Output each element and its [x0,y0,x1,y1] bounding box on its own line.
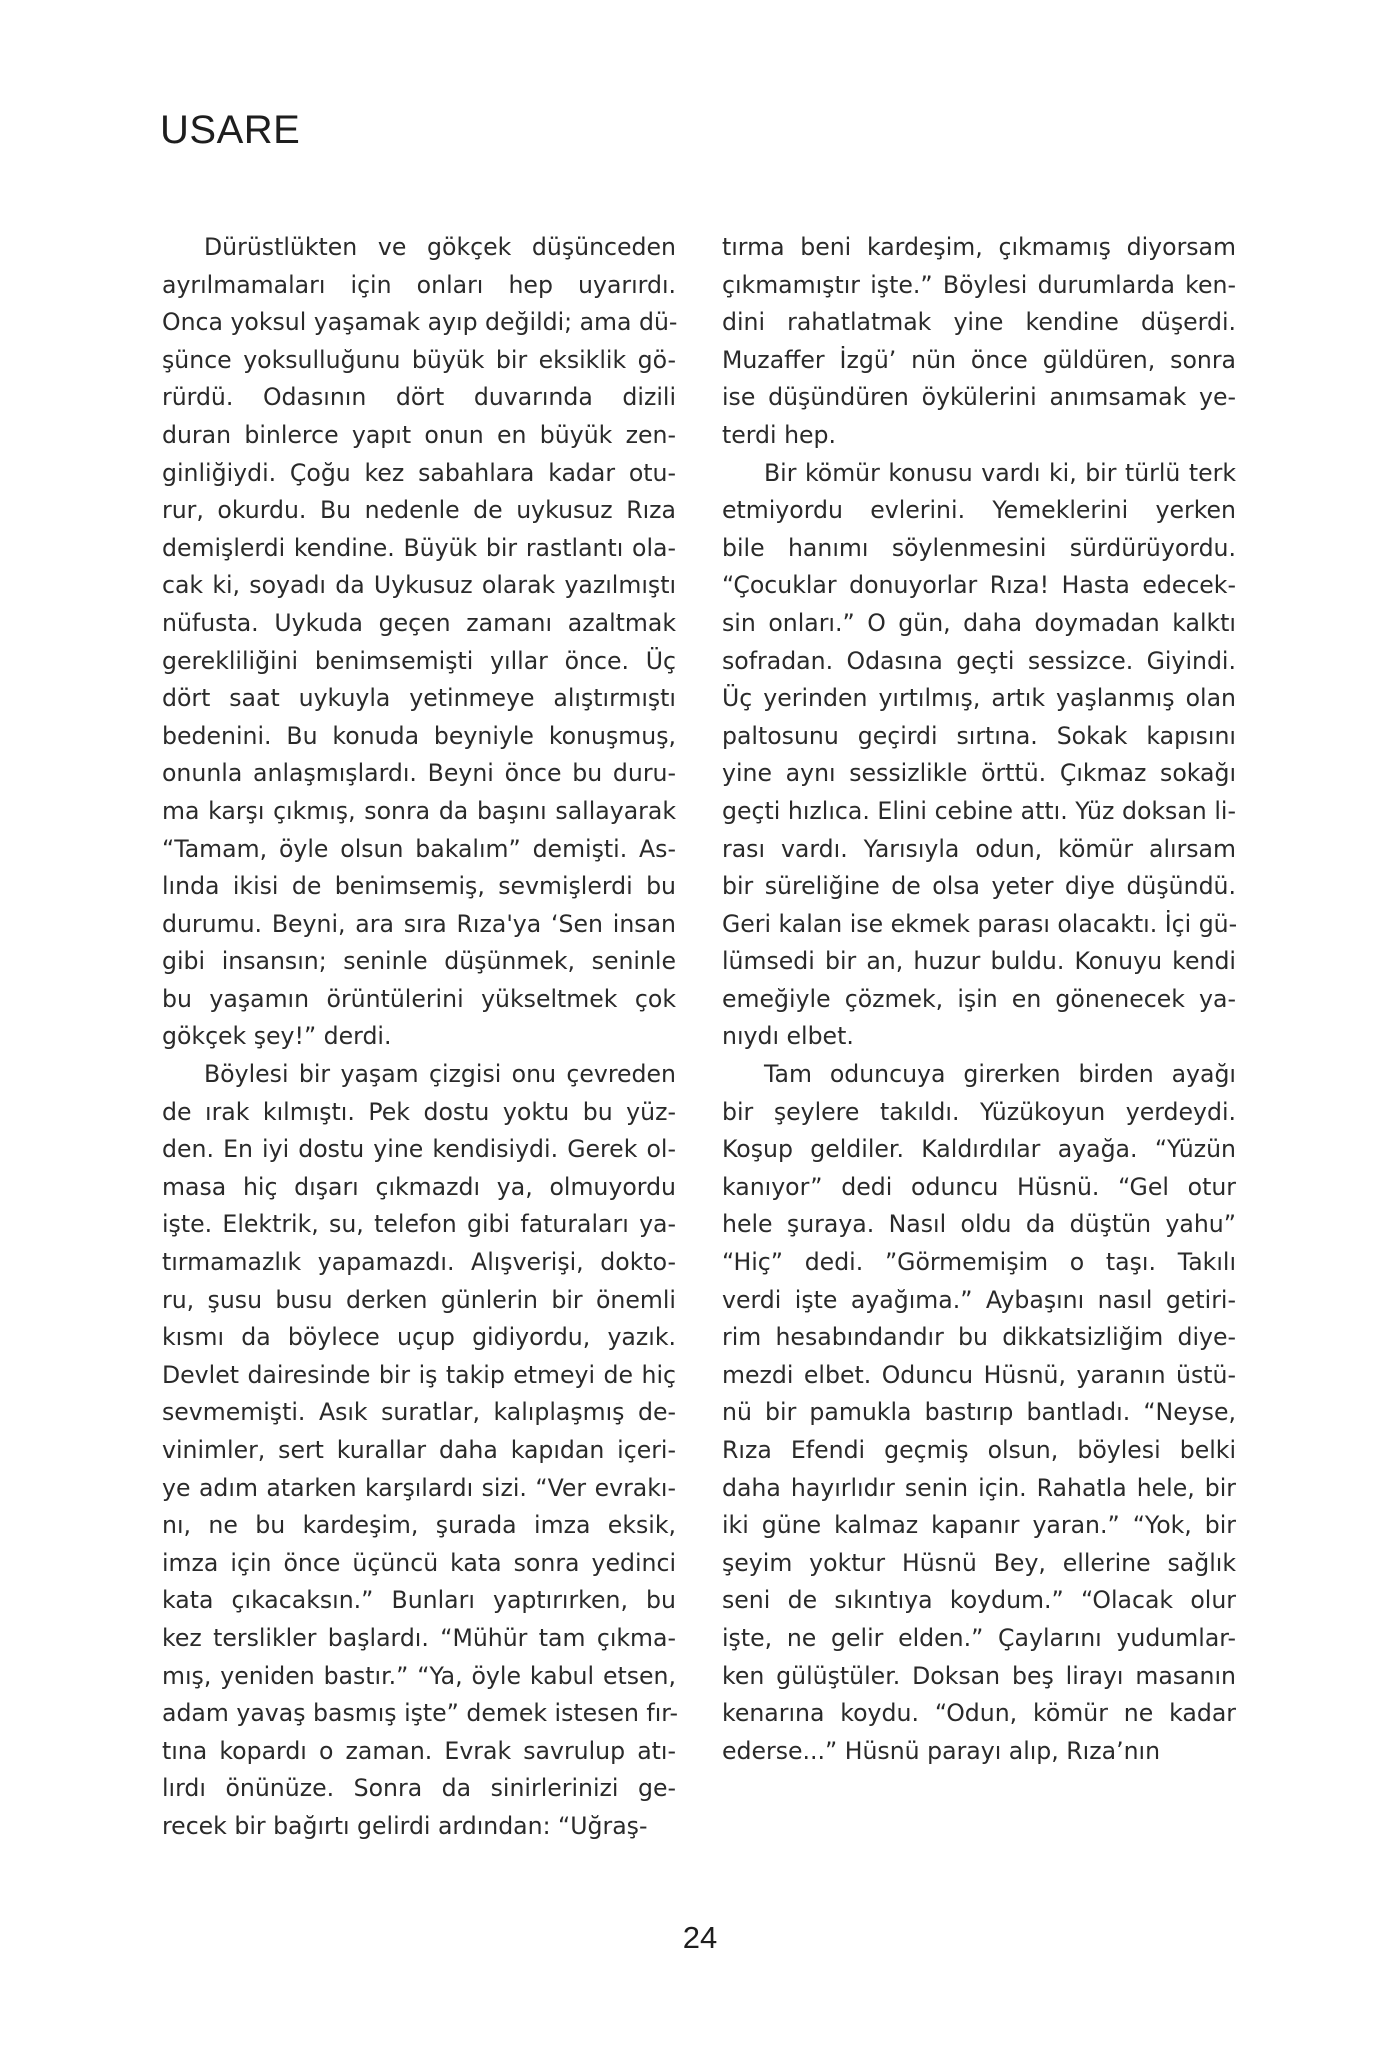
text-line: mezdi elbet. Oduncu Hüsnü, yaranın üstü- [722,1360,1236,1389]
text-line: de ırak kılmıştı. Pek dostu yoktu bu yüz- [162,1097,676,1126]
text-line: demişlerdi kendine. Büyük bir rastlantı ola- [162,533,676,562]
text-line: paltosunu geçirdi sırtına. Sokak kapısını [722,721,1236,750]
text-line: seni de sıkıntıya koydum.” “Olacak olur [722,1586,1236,1615]
text-line: onunla anlaşmışlardı. Beyni önce bu duru- [162,759,676,788]
text-line: imza için önce üçüncü kata sonra yedinci [162,1548,676,1577]
text-line: “Çocuklar donuyorlar Rıza! Hasta edecek- [722,571,1236,600]
text-line: nüfusta. Uykuda geçen zamanı azaltmak [162,608,676,637]
text-line: rim hesabındandır bu dikkatsizliğim diye- [722,1323,1236,1352]
text-line: duran binlerce yapıt onun en büyük zen- [162,420,676,449]
text-line: Üç yerinden yırtılmış, artık yaşlanmış olan [722,684,1236,713]
text-line: tırma beni kardeşim, çıkmamış diyorsam [722,233,1236,261]
page-number: 24 [682,1920,718,1955]
text-line: cak ki, soyadı da Uykusuz olarak yazılmıştı [162,571,676,600]
text-line: hele şuraya. Nasıl oldu da düştün yahu” [722,1210,1236,1239]
text-line: ru, şusu busu derken günlerin bir önemli [162,1285,676,1314]
text-line: Devlet dairesinde bir iş takip etmeyi de hiç [162,1360,676,1389]
text-line: ayrılmamaları için onları hep uyarırdı. [162,270,676,299]
text-line: den. En iyi dostu yine kendisiydi. Gerek ol- [162,1135,676,1164]
text-line: vinimler, sert kurallar daha kapıdan içeri- [162,1436,676,1464]
text-line: sofradan. Odasına geçti sessizce. Giyindi. [722,646,1236,675]
text-line: rur, okurdu. Bu nedenle de uykusuz Rıza [162,496,676,525]
text-column-left [162,229,676,1846]
text-line: Tam oduncuya girerken birden ayağı [764,1060,1236,1089]
text-line: bir şeylere takıldı. Yüzükoyun yerdeydi. [722,1097,1236,1126]
text-line: ye adım atarken karşılardı sizi. “Ver evrakı- [162,1473,676,1502]
text-line: emeğiyle çözmek, işin en gönenecek ya- [722,984,1236,1013]
text-line: şünce yoksulluğunu büyük bir eksiklik gö- [162,345,676,374]
text-line: bir süreliğine de olsa yeter diye düşündü. [722,872,1236,901]
text-line: Onca yoksul yaşamak ayıp değildi; ama dü- [162,308,678,337]
text-line: sin onları.” O gün, daha doymadan kalktı [722,608,1236,637]
text-line: bile hanımı söylenmesini sürdürüyordu. [722,533,1236,562]
text-line: yine aynı sessizlikle örttü. Çıkmaz sokağı [722,759,1236,788]
text-line: bedenini. Bu konuda beyniyle konuşmuş, [162,721,676,750]
text-line: recek bir bağırtı gelirdi ardından: “Uğraş- [162,1811,648,1840]
text-line: gerekliliğini benimsemişti yıllar önce. Üç [162,646,676,675]
text-line: mış, yeniden bastır.” “Ya, öyle kabul etsen, [162,1661,676,1690]
text-line: Koşup geldiler. Kaldırdılar ayağa. “Yüzün [722,1135,1236,1164]
text-line: lümsedi bir an, huzur buldu. Konuyu kendi [722,947,1236,976]
text-line: Dürüstlükten ve gökçek düşünceden [204,233,676,261]
text-line: masa hiç dışarı çıkmazdı ya, olmuyordu [162,1172,676,1201]
text-line: kata çıkacaksın.” Bunları yaptırırken, bu [162,1586,676,1615]
text-line: kanıyor” dedi oduncu Hüsnü. “Gel otur [722,1172,1236,1201]
text-line: ginliğiydi. Çoğu kez sabahlara kadar otu- [162,458,676,487]
text-line: durumu. Beyni, ara sıra Rıza'ya ‘Sen insan [162,909,676,938]
text-line: sevmemişti. Asık suratlar, kalıplaşmış de- [162,1398,676,1427]
text-line: terdi hep. [722,420,837,449]
text-line: ederse...” Hüsnü parayı alıp, Rıza’nın [722,1736,1161,1765]
text-line: nıydı elbet. [722,1022,854,1051]
text-line: Böylesi bir yaşam çizgisi onu çevreden [204,1060,676,1089]
text-line: şeyim yoktur Hüsnü Bey, ellerine sağlık [722,1548,1236,1577]
text-line: işte. Elektrik, su, telefon gibi faturaları ya- [162,1210,676,1239]
text-line: işte, ne gelir elden.” Çaylarını yudumlar- [722,1623,1236,1652]
text-line: gökçek şey!” derdi. [162,1022,392,1051]
text-line: gibi insansın; seninle düşünmek, seninle [162,947,676,976]
text-line: tına kopardı o zaman. Evrak savrulup atı- [162,1736,676,1765]
text-column-right [722,229,1236,1770]
text-line: çıkmamıştır işte.” Böylesi durumlarda ken- [722,270,1236,299]
text-line: Geri kalan ise ekmek parası olacaktı. İçi gü- [722,909,1238,938]
text-line: iki güne kalmaz kapanır yaran.” “Yok, bir [722,1511,1236,1540]
text-line: daha hayırlıdır senin için. Rahatla hele, bir [722,1473,1236,1502]
text-line: etmiyordu evlerini. Yemeklerini yerken [722,496,1236,525]
text-line: “Tamam, öyle olsun bakalım” demişti. As- [162,834,676,863]
text-line: “Hiç” dedi. ”Görmemişim o taşı. Takılı [722,1248,1236,1277]
text-line: nı, ne bu kardeşim, şurada imza eksik, [162,1511,676,1540]
text-line: ma karşı çıkmış, sonra da başını sallayarak [162,796,676,825]
text-line: tırmamazlık yapamazdı. Alışverişi, dokto- [162,1248,676,1277]
text-line: ise düşündüren öykülerini anımsamak ye- [722,383,1236,412]
text-line: kısmı da böylece uçup gidiyordu, yazık. [162,1323,676,1352]
text-line: kenarına koydu. “Odun, kömür ne kadar [722,1699,1236,1728]
text-line: Rıza Efendi geçmiş olsun, böylesi belki [722,1436,1236,1464]
text-line: lırdı önünüze. Sonra da sinirlerinizi ge- [162,1774,676,1803]
text-line: dini rahatlatmak yine kendine düşerdi. [722,308,1236,337]
text-line: dört saat uykuyla yetinmeye alıştırmıştı [162,684,676,713]
text-line: lında ikisi de benimsemiş, sevmişlerdi bu [162,872,676,901]
text-line: kez terslikler başlardı. “Mühür tam çıkma- [162,1623,676,1652]
text-line: geçti hızlıca. Elini cebine attı. Yüz doksan li- [722,796,1236,825]
text-line: rası vardı. Yarısıyla odun, kömür alırsam [722,834,1236,863]
text-line: Muzaffer İzgü’ nün önce güldüren, sonra [722,345,1236,374]
running-header: USARE [160,108,301,152]
text-line: rürdü. Odasının dört duvarında dizili [162,383,676,412]
text-line: adam yavaş basmış işte” demek istesen fır- [162,1699,678,1728]
text-line: Bir kömür konusu vardı ki, bir türlü terk [764,458,1236,487]
text-line: bu yaşamın örüntülerini yükseltmek çok [162,984,676,1013]
text-line: nü bir pamukla bastırıp bantladı. “Neyse, [722,1398,1236,1427]
text-line: ken gülüştüler. Doksan beş lirayı masanın [722,1661,1236,1690]
text-line: verdi işte ayağıma.” Aybaşını nasıl getiri- [722,1285,1236,1314]
